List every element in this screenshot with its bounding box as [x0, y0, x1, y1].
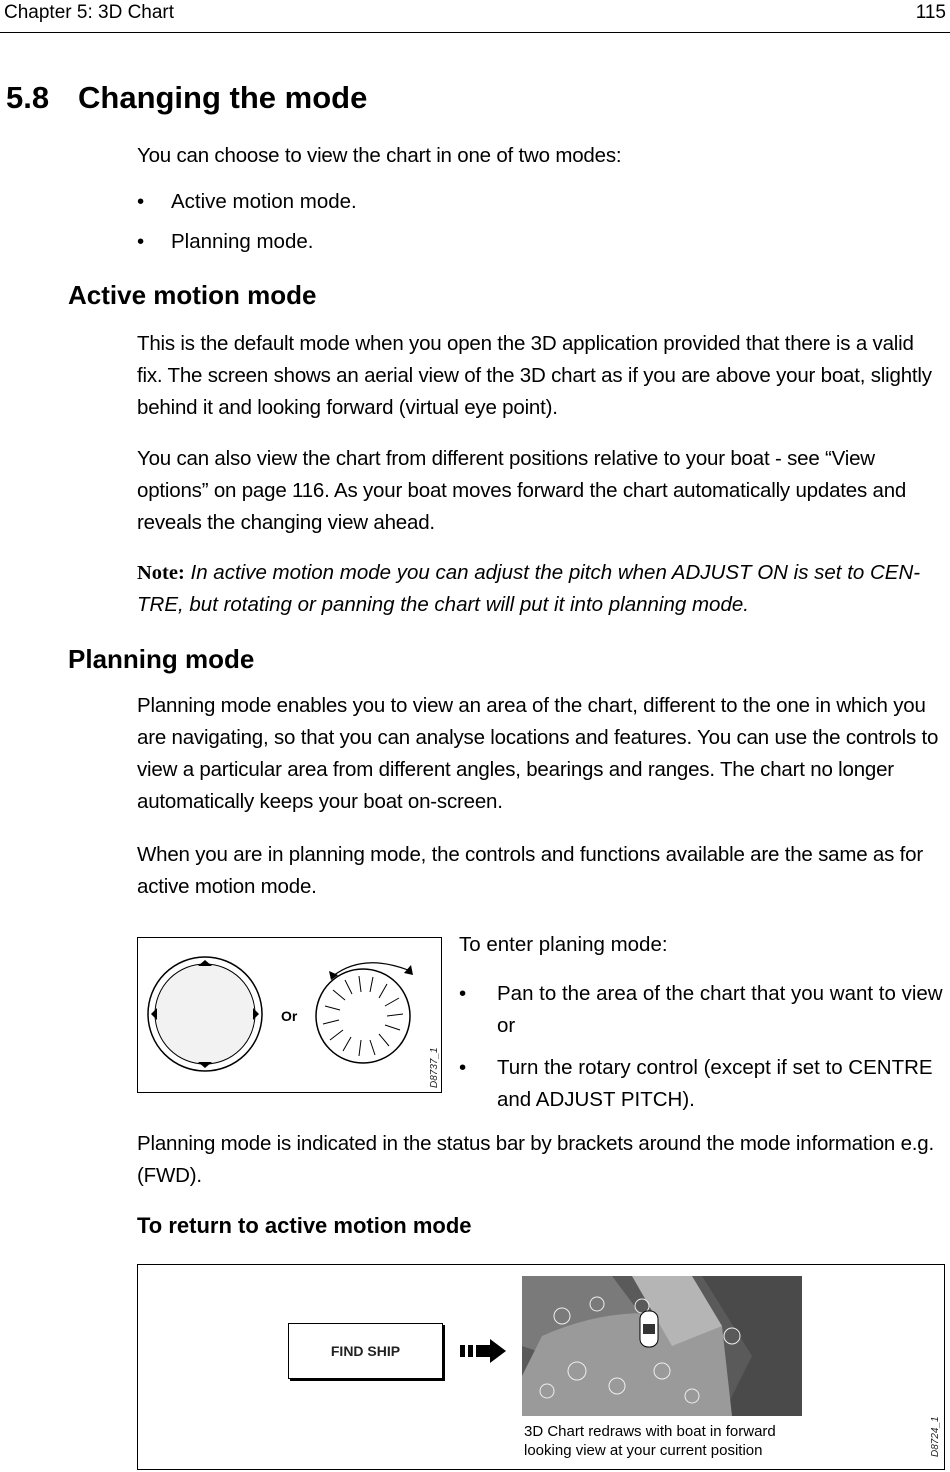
rotary-control-icon [316, 969, 410, 1063]
intro-text: You can choose to view the chart in one of two modes: [137, 144, 622, 167]
figure1-code: D8737_1 [429, 1047, 440, 1088]
page-number: 115 [915, 2, 946, 23]
figure2-code: D8724_1 [930, 1416, 941, 1457]
enter-planning-title: To enter planing mode: [459, 933, 668, 956]
active-motion-heading: Active motion mode [68, 280, 317, 310]
return-heading: To return to active motion mode [137, 1213, 472, 1238]
mode-bullet-2: • Planning mode. [137, 230, 314, 253]
mode-bullet-1: • Active motion mode. [137, 190, 357, 213]
section-number: 5.8 [6, 80, 50, 115]
enter-step-1: • Pan to the area of the chart that you want to view or [459, 982, 943, 1037]
planning-heading: Planning mode [68, 644, 255, 674]
note [137, 557, 949, 621]
joystick-icon [148, 957, 262, 1071]
page-header [0, 0, 950, 33]
note-text: In active motion mode you can adjust the pitch when ADJUST ON is set to CEN-TRE, but rotating or panning the chart will put it into planning mode. [137, 561, 921, 616]
arrow-right-icon [460, 1337, 510, 1365]
planning-paragraph-1: Planning mode enables you to view an area of the chart, different to the one in which you are navigating, so that you can analyse locations and features. You can use the controls to view a particular area from different angles, bearings and ranges. The chart no longer automatically keeps your boat on-screen. [137, 694, 939, 813]
chapter-title: Chapter 5: 3D Chart [4, 2, 175, 23]
find-ship-button[interactable]: FIND SHIP [288, 1323, 443, 1379]
enter-step-2: • Turn the rotary control (except if set to CENTRE and ADJUST PITCH). [459, 1056, 933, 1111]
planning-paragraph-2: When you are in planning mode, the controls and functions available are the same as for active motion mode. [137, 843, 923, 898]
or-label: Or [281, 1008, 298, 1024]
section-heading [6, 80, 367, 116]
boat-icon [640, 1311, 658, 1347]
planning-indicated-text: Planning mode is indicated in the status bar by brackets around the mode information e.g. (FWD). [137, 1132, 934, 1187]
active-motion-paragraph-2: You can also view the chart from different positions relative to your boat - see “View options” on page 116. As your boat moves forward the chart automatically updates and reveals the changing view ahead. [137, 447, 907, 534]
chart-caption: 3D Chart redraws with boat in forward looking view at your current position [524, 1423, 776, 1459]
note-label: Note: [137, 562, 185, 584]
find-ship-figure [137, 1264, 945, 1470]
active-motion-paragraph-1: This is the default mode when you open the 3D application provided that there is a valid fix. The screen shows an aerial view of the 3D chart as if you are above your boat, slightly behind it and looking forward (virtual eye point). [137, 332, 932, 419]
controls-figure [137, 937, 442, 1093]
chart-view-illustration [522, 1276, 802, 1416]
section-title: Changing the mode [78, 80, 368, 115]
